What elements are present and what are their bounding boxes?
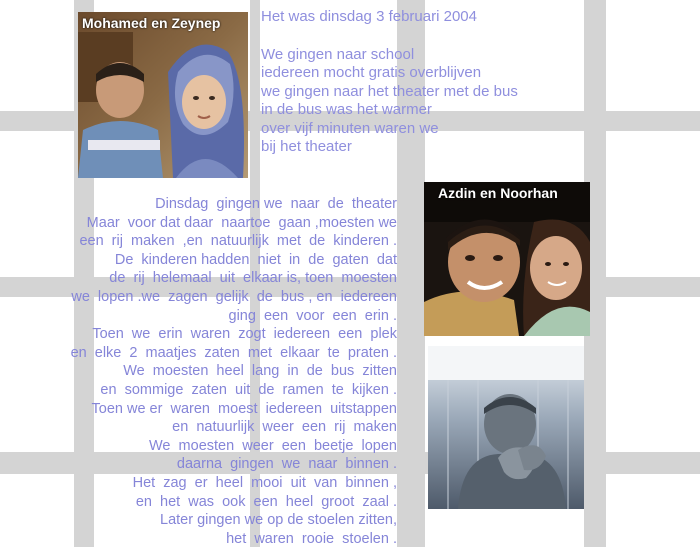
intro-line: in de bus was het warmer — [261, 101, 432, 118]
story-line: en sommige zaten uit de ramen te kijken . — [100, 381, 397, 398]
photo-azdin-noorhan-image — [424, 182, 590, 336]
photo-label: Azdin en Noorhan — [438, 185, 558, 201]
story-line: Toen we erin waren zogt iedereen een plek — [92, 326, 397, 343]
story-line: Later gingen we op de stoelen zitten, — [160, 512, 397, 529]
story-line: We moesten weer een beetje lopen — [149, 437, 397, 454]
story-line: we lopen .we zagen gelijk de bus , en iedereen — [71, 288, 397, 305]
story-line: de rij helemaal uit elkaar is, toen moesten — [109, 270, 397, 287]
photo-performer-image — [428, 346, 584, 509]
story-line: en het was ook een heel groot zaal . — [135, 493, 397, 510]
intro-text — [261, 8, 591, 157]
story-line: Dinsdag gingen we naar de theater — [155, 196, 397, 212]
story-line: een rij maken ,en natuurlijk met de kinderen . — [79, 233, 397, 250]
story-text — [0, 195, 397, 548]
photo-label: Mohamed en Zeynep — [82, 15, 221, 31]
story-line: het waren rooie stoelen . — [226, 530, 397, 547]
story-line: Toen we er waren moest iedereen uitstappen — [91, 400, 397, 417]
story-line: en natuurlijk weer een rij maken — [172, 419, 397, 436]
story-line: en elke 2 maatjes zaten met elkaar te praten . — [70, 344, 397, 361]
photo-mohamed-zeynep-image — [78, 12, 248, 178]
story-line: Het zag er heel mooi uit van binnen , — [132, 474, 397, 491]
intro-line: bij het theater — [261, 138, 352, 155]
photo-mohamed-zeynep — [78, 12, 248, 178]
photo-performer — [428, 346, 584, 509]
intro-date-line: Het was dinsdag 3 februari 2004 — [261, 8, 477, 25]
story-line: We moesten heel lang in de bus zitten — [123, 363, 397, 380]
intro-spacer — [261, 27, 591, 46]
intro-line: over vijf minuten waren we — [261, 119, 439, 137]
photo-azdin-noorhan — [424, 182, 590, 336]
story-line: Maar voor dat daar naartoe gaan ,moesten we — [86, 214, 397, 231]
intro-line: We gingen naar school — [261, 45, 415, 63]
story-line: daarna gingen we naar binnen . — [176, 456, 397, 473]
intro-line: iedereen mocht gratis overblijven — [261, 64, 482, 81]
story-line: De kinderen hadden niet in de gaten dat — [114, 251, 397, 268]
intro-line: we gingen naar het theater met de bus — [261, 82, 518, 100]
story-line: ging een voor een erin . — [228, 307, 397, 324]
